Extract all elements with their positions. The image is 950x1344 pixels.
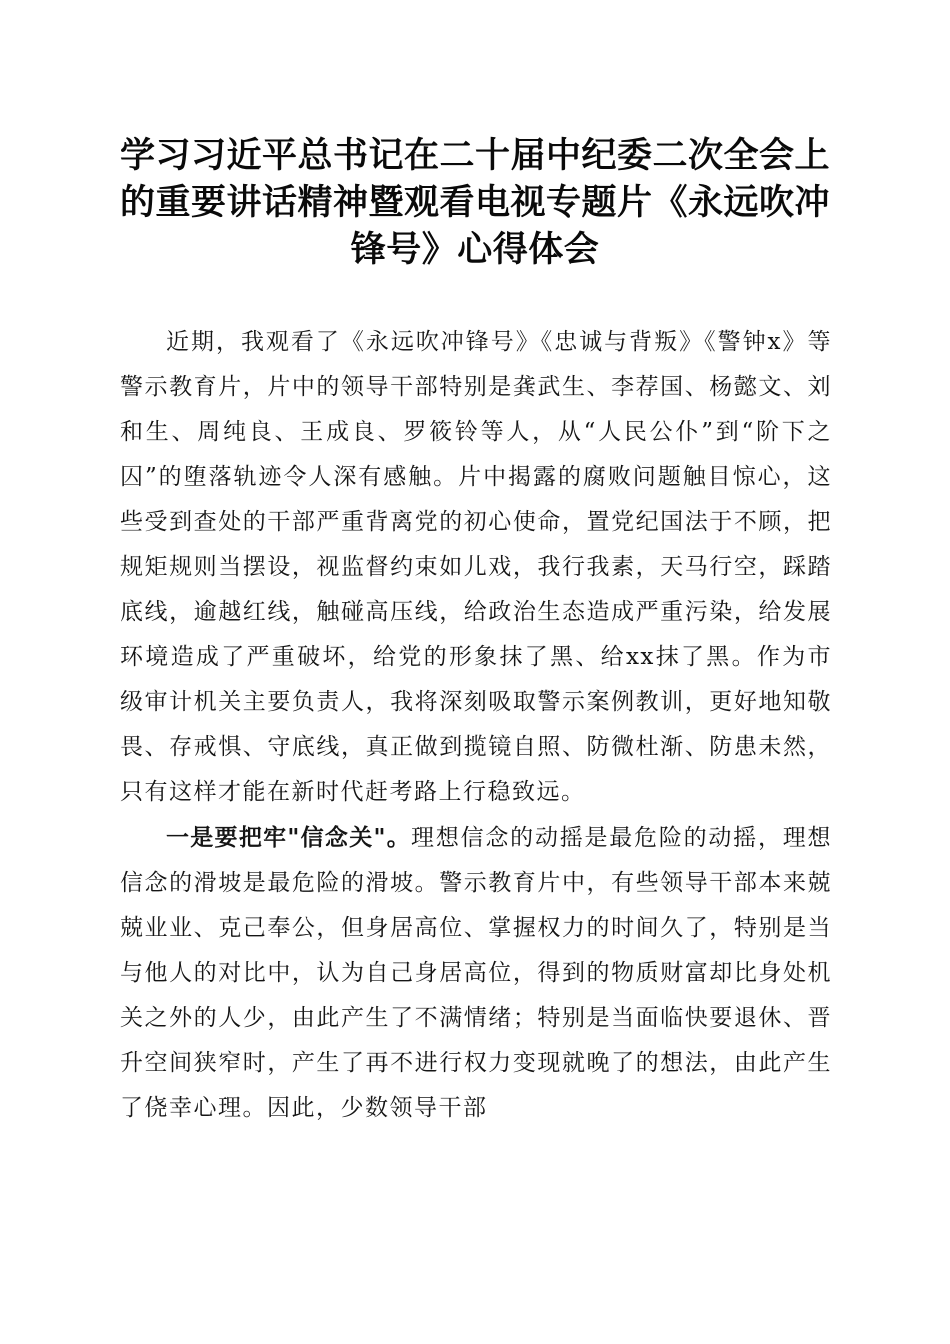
paragraph-belief — [120, 815, 832, 1131]
paragraph-intro — [120, 320, 832, 815]
document-title: 学习习近平总书记在二十届中纪委二次全会上的重要讲话精神暨观看电视专题片《永远吹冲锋号》心得体会 — [119, 135, 830, 270]
paragraph-lead: 一是要把牢"信念关"。 — [166, 824, 412, 851]
paragraph-text: 理想信念的动摇是最危险的动摇，理想信念的滑坡是最危险的滑坡。警示教育片中，有些领导干部本来兢兢业业、克己奉公，但身居高位、掌握权力的时间久了，特别是当与他人的对比中，认为自己身居高位，得到的物质财富却比身处机关之外的人少，由此产生了不满情绪；特别是当面临快要退休、晋升空间狭窄时，产生了再不进行权力变现就晚了的想法，由此产生了侥幸心理。因此，少数领导干部 — [120, 825, 833, 1121]
document-body — [120, 320, 832, 1131]
paragraph-text: 近期，我观看了《永远吹冲锋号》《忠诚与背叛》《警钟x》等警示教育片，片中的领导干部特别是龚武生、李荐国、杨懿文、刘和生、周纯良、王成良、罗筱铃等人，从“人民公仆”到“阶下之囚”的堕落轨迹令人深有感触。片中揭露的腐败问题触目惊心，这些受到查处的干部严重背离党的初心使命，置党纪国法于不顾，把规矩规则当摆设，视监督约束如儿戏，我行我素，天马行空，踩踏底线，逾越红线，触碰高压线，给政治生态造成严重污染，给发展环境造成了严重破坏，给党的形象抹了黑、给xx抹了黑。作为市级审计机关主要负责人，我将深刻吸取警示案例教训，更好地知敬畏、存戒惧、守底线，真正做到揽镜自照、防微杜渐、防患未然，只有这样才能在新时代赶考路上行稳致远。 — [120, 329, 832, 805]
